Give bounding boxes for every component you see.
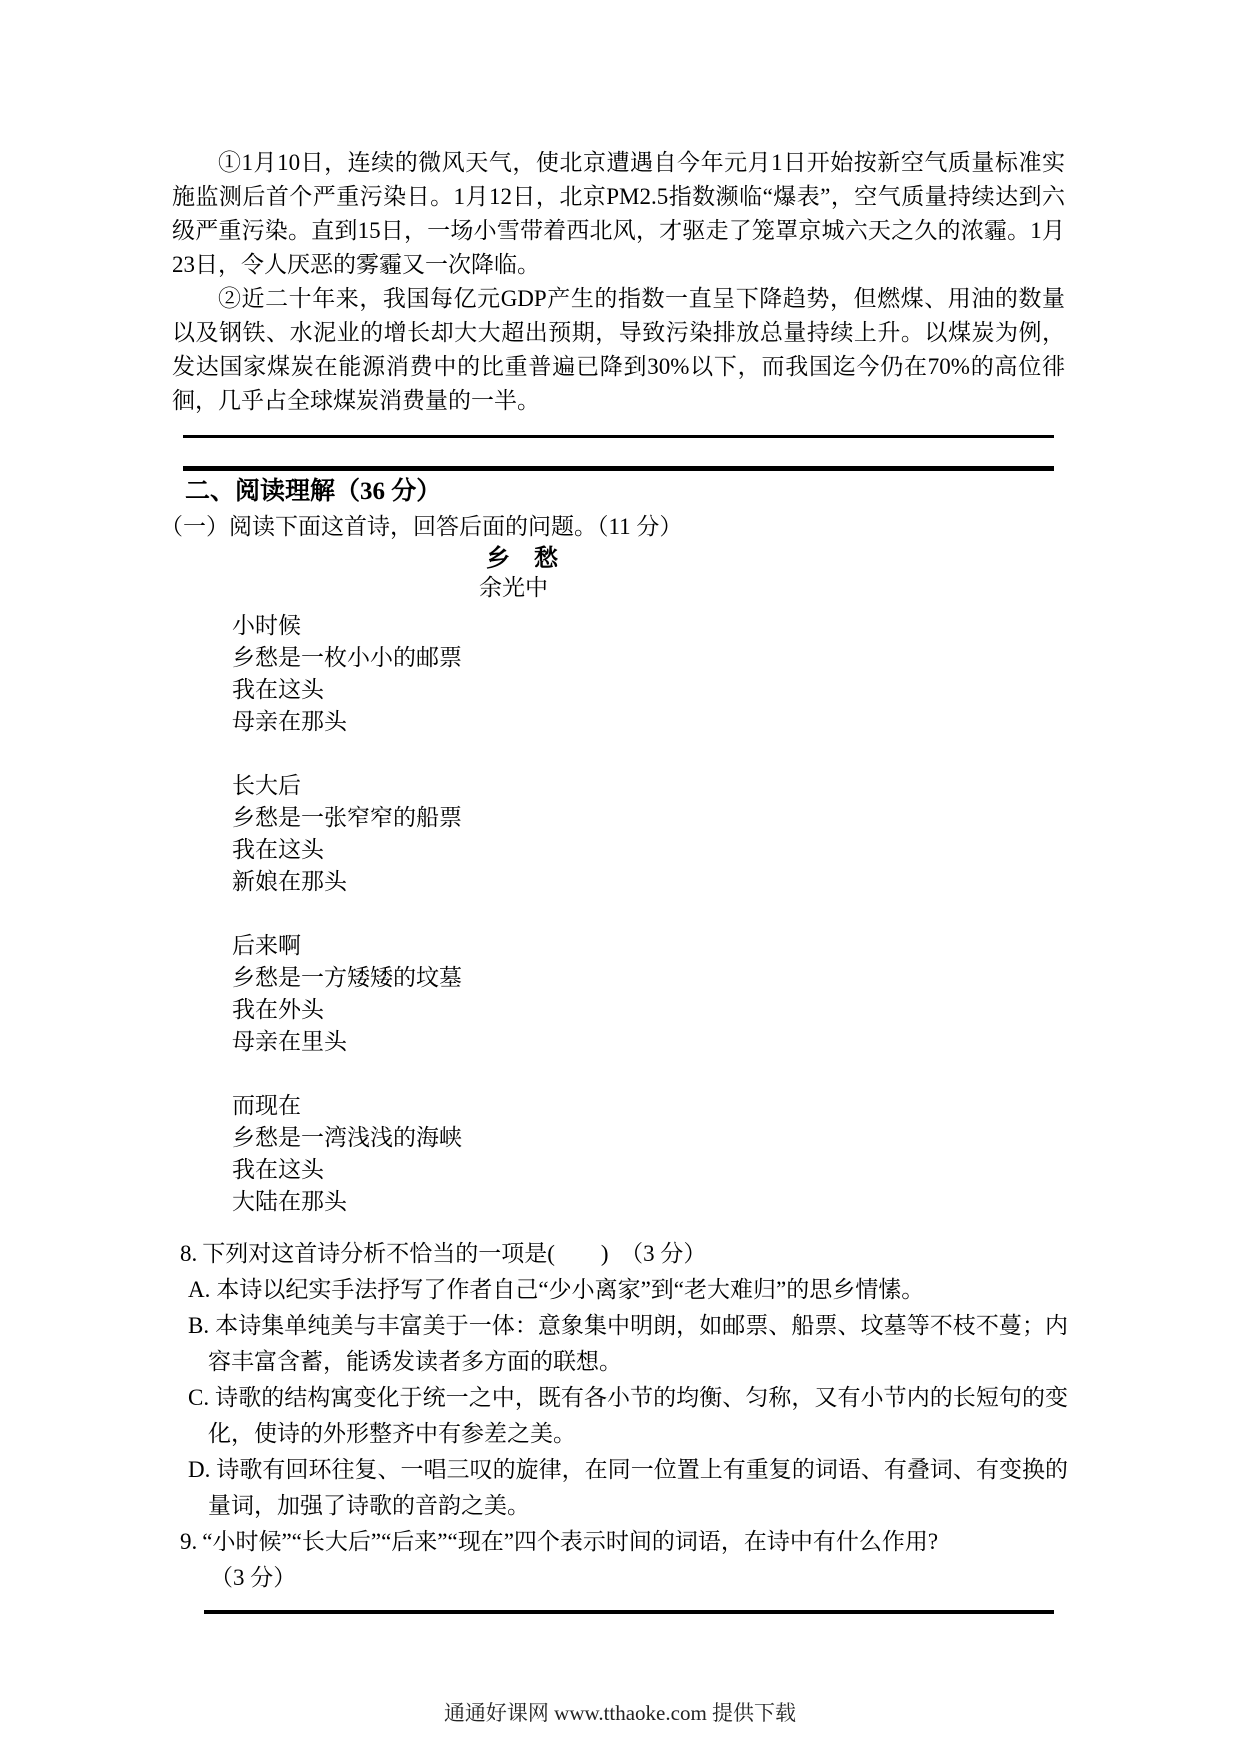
poem-line: 我在这头: [232, 837, 324, 862]
question-8-option-a: [172, 1272, 1068, 1308]
question-8-text: 下列对这首诗分析不恰当的一项是( ) （3 分）: [202, 1241, 707, 1266]
question-9-score: （3 分）: [210, 1565, 297, 1590]
poem-body: [232, 610, 462, 1250]
poem-line: 母亲在那头: [232, 709, 347, 734]
option-c-label: C.: [188, 1385, 210, 1410]
divider-rule-lower: [183, 466, 1054, 471]
question-8-stem: [172, 1236, 1068, 1272]
questions-block: [172, 1236, 1068, 1596]
poem-line: 我在这头: [232, 1157, 324, 1182]
poem-line: 乡愁是一方矮矮的坟墓: [232, 965, 462, 990]
question-8-number: 8.: [180, 1241, 198, 1266]
poem-line: 乡愁是一枚小小的邮票: [232, 645, 462, 670]
paragraph-2: ②近二十年来，我国每亿元GDP产生的指数一直呈下降趋势，但燃煤、用油的数量以及钢铁、水泥业的增长却大大超出预期，导致污染排放总量持续上升。以煤炭为例，发达国家煤炭在能源消费中的比重普遍已降到30%以下，而我国迄今仍在70%的高位徘徊，几乎占全球煤炭消费量的一半。: [172, 286, 1065, 413]
poem-line: 小时候: [232, 613, 301, 638]
option-b-text: 本诗集单纯美与丰富美于一体：意象集中明朗，如邮票、船票、坟墓等不枝不蔓；内容丰富含蓄，能诱发读者多方面的联想。: [208, 1313, 1068, 1374]
poem-stanza-1: [232, 610, 462, 738]
poem-line: 我在这头: [232, 677, 324, 702]
poem-line: 大陆在那头: [232, 1189, 347, 1214]
question-9-text: “小时候”“长大后”“后来”“现在”四个表示时间的词语，在诗中有什么作用?: [202, 1529, 939, 1554]
question-9-number: 9.: [180, 1529, 198, 1554]
page-footer: 通通好课网 www.tthaoke.com 提供下载: [443, 1701, 797, 1725]
poem-line: 而现在: [232, 1093, 301, 1118]
poem-stanza-3: [232, 930, 462, 1058]
poem-line: 长大后: [232, 773, 301, 798]
option-b-label: B.: [188, 1313, 210, 1338]
question-8-option-d: [172, 1452, 1068, 1524]
section-title: 二、阅读理解（36 分）: [185, 478, 442, 505]
option-c-text: 诗歌的结构寓变化于统一之中，既有各小节的均衡、匀称，又有小节内的长短句的变化，使诗的外形整齐中有参差之美。: [208, 1385, 1068, 1446]
poem-line: 母亲在里头: [232, 1029, 347, 1054]
poem-stanza-2: [232, 770, 462, 898]
poem-line: 乡愁是一张窄窄的船票: [232, 805, 462, 830]
option-a-label: A.: [188, 1277, 211, 1302]
poem-line: 乡愁是一湾浅浅的海峡: [232, 1125, 462, 1150]
poem-line: 我在外头: [232, 997, 324, 1022]
poem-line: 后来啊: [232, 933, 301, 958]
question-8-option-b: [172, 1308, 1068, 1380]
poem-stanza-4: [232, 1090, 462, 1218]
paragraph-1: ①1月10日，连续的微风天气，使北京遭遇自今年元月1日开始按新空气质量标准实施监测后首个严重污染日。1月12日，北京PM2.5指数濒临“爆表”，空气质量持续达到六级严重污染。直到15日，一场小雪带着西北风，才驱走了笼罩京城六天之久的浓霾。1月23日，令人厌恶的雾霾又一次降临。: [172, 150, 1065, 277]
question-9-stem: [172, 1524, 1068, 1560]
section-subtitle: （一）阅读下面这首诗，回答后面的问题。（11 分）: [160, 514, 683, 539]
option-d-label: D.: [188, 1457, 211, 1482]
option-a-text: 本诗以纪实手法抒写了作者自己“少小离家”到“老大难归”的思乡情愫。: [216, 1277, 925, 1302]
section-header: [160, 474, 1065, 544]
poem-author: 余光中: [479, 575, 548, 600]
answer-area-rule: [204, 1610, 1054, 1614]
intro-paragraphs: [172, 146, 1065, 418]
question-8-option-c: [172, 1380, 1068, 1452]
divider-rule-upper: [183, 435, 1054, 438]
option-d-text: 诗歌有回环往复、一唱三叹的旋律，在同一位置上有重复的词语、有叠词、有变换的量词，加强了诗歌的音韵之美。: [208, 1457, 1068, 1518]
poem-title: 乡 愁: [486, 546, 558, 572]
poem-line: 新娘在那头: [232, 869, 347, 894]
